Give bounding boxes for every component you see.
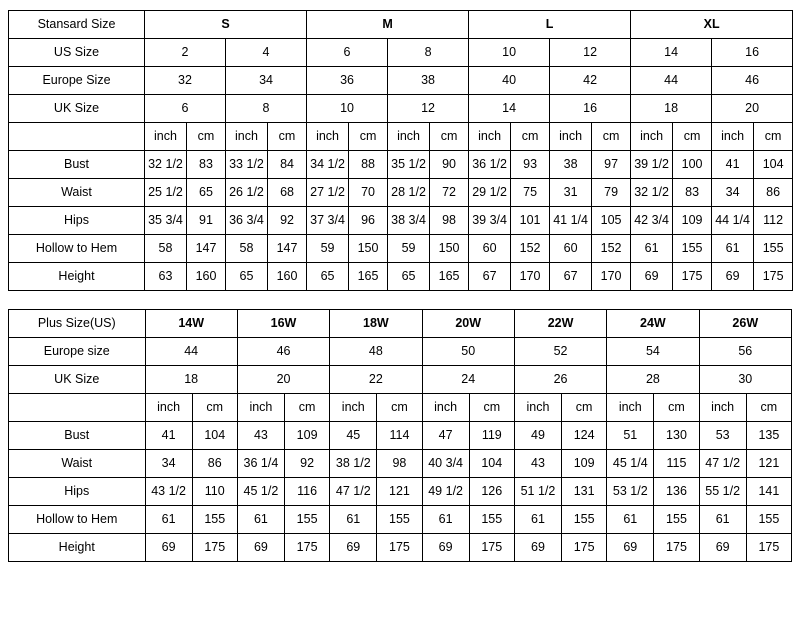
plus-waist-value: 45 1/4: [607, 450, 654, 478]
hollow-to-hem-value: 147: [187, 235, 226, 263]
uk-size-value: 10: [307, 95, 388, 123]
row-label-europe-size: Europe Size: [9, 67, 145, 95]
plus-bust-value: 124: [562, 422, 607, 450]
table-row-plus-waist: [9, 450, 792, 478]
plus-europe-size-value: 46: [237, 338, 329, 366]
plus-bust-value: 130: [654, 422, 699, 450]
hollow-to-hem-value: 60: [550, 235, 592, 263]
plus-height-value: 175: [562, 534, 607, 562]
hollow-to-hem-value: 58: [145, 235, 187, 263]
plus-europe-size-value: 48: [330, 338, 422, 366]
plus-hollow-to-hem-value: 61: [607, 506, 654, 534]
unit-cell: inch: [699, 394, 746, 422]
plus-hips-value: 116: [285, 478, 330, 506]
unit-cell: inch: [631, 123, 673, 151]
plus-hips-value: 45 1/2: [237, 478, 284, 506]
unit-cell: inch: [712, 123, 754, 151]
us-size-value: 14: [631, 39, 712, 67]
us-size-value: 2: [145, 39, 226, 67]
plus-size-24w: 24W: [607, 310, 699, 338]
plus-bust-value: 53: [699, 422, 746, 450]
plus-height-value: 175: [654, 534, 699, 562]
plus-hips-value: 121: [377, 478, 422, 506]
plus-hollow-to-hem-value: 61: [514, 506, 561, 534]
us-size-value: 4: [226, 39, 307, 67]
plus-size-22w: 22W: [514, 310, 606, 338]
size-group-xl: XL: [631, 11, 793, 39]
plus-hips-value: 136: [654, 478, 699, 506]
table-row-bust: [9, 151, 793, 179]
unit-cell: inch: [469, 123, 511, 151]
plus-uk-size-value: 24: [422, 366, 514, 394]
plus-uk-size-value: 30: [699, 366, 791, 394]
hips-value: 44 1/4: [712, 207, 754, 235]
bust-value: 38: [550, 151, 592, 179]
plus-hollow-to-hem-value: 155: [562, 506, 607, 534]
europe-size-value: 32: [145, 67, 226, 95]
us-size-value: 10: [469, 39, 550, 67]
hollow-to-hem-value: 61: [631, 235, 673, 263]
us-size-value: 8: [388, 39, 469, 67]
table-row-height: [9, 263, 793, 291]
plus-waist-value: 40 3/4: [422, 450, 469, 478]
table-row-waist: [9, 179, 793, 207]
row-label-plus-height: Height: [9, 534, 146, 562]
unit-cell: cm: [673, 123, 712, 151]
unit-cell: inch: [226, 123, 268, 151]
waist-value: 34: [712, 179, 754, 207]
plus-hips-value: 55 1/2: [699, 478, 746, 506]
plus-waist-value: 43: [514, 450, 561, 478]
bust-value: 33 1/2: [226, 151, 268, 179]
height-value: 165: [349, 263, 388, 291]
plus-height-value: 69: [607, 534, 654, 562]
hollow-to-hem-value: 58: [226, 235, 268, 263]
europe-size-value: 36: [307, 67, 388, 95]
plus-size-header: Plus Size(US): [9, 310, 146, 338]
waist-value: 86: [754, 179, 793, 207]
bust-value: 93: [511, 151, 550, 179]
europe-size-value: 44: [631, 67, 712, 95]
plus-bust-value: 119: [469, 422, 514, 450]
bust-value: 35 1/2: [388, 151, 430, 179]
unit-cell: cm: [285, 394, 330, 422]
standard-size-header: Stansard Size: [9, 11, 145, 39]
table-row-hollow-to-hem: [9, 235, 793, 263]
plus-waist-value: 109: [562, 450, 607, 478]
unit-cell: cm: [187, 123, 226, 151]
row-label-plus-uk-size: UK Size: [9, 366, 146, 394]
unit-cell: inch: [145, 394, 192, 422]
table-row-plus-sizes: [9, 310, 792, 338]
units-row-empty-label: [9, 123, 145, 151]
plus-europe-size-value: 56: [699, 338, 791, 366]
height-value: 69: [712, 263, 754, 291]
plus-size-14w: 14W: [145, 310, 237, 338]
unit-cell: inch: [307, 123, 349, 151]
plus-bust-value: 41: [145, 422, 192, 450]
hollow-to-hem-value: 155: [673, 235, 712, 263]
plus-hollow-to-hem-value: 61: [330, 506, 377, 534]
hips-value: 35 3/4: [145, 207, 187, 235]
bust-value: 90: [430, 151, 469, 179]
table-row-plus-hollow-to-hem: [9, 506, 792, 534]
unit-cell: inch: [422, 394, 469, 422]
plus-bust-value: 104: [192, 422, 237, 450]
europe-size-value: 34: [226, 67, 307, 95]
bust-value: 41: [712, 151, 754, 179]
plus-hollow-to-hem-value: 155: [654, 506, 699, 534]
height-value: 160: [187, 263, 226, 291]
plus-units-row-empty-label: [9, 394, 146, 422]
plus-size-16w: 16W: [237, 310, 329, 338]
row-label-plus-europe-size: Europe size: [9, 338, 146, 366]
plus-hollow-to-hem-value: 61: [237, 506, 284, 534]
plus-hips-value: 110: [192, 478, 237, 506]
unit-cell: inch: [145, 123, 187, 151]
unit-cell: inch: [550, 123, 592, 151]
unit-cell: inch: [237, 394, 284, 422]
waist-value: 25 1/2: [145, 179, 187, 207]
waist-value: 68: [268, 179, 307, 207]
waist-value: 65: [187, 179, 226, 207]
hips-value: 92: [268, 207, 307, 235]
height-value: 175: [754, 263, 793, 291]
plus-bust-value: 109: [285, 422, 330, 450]
hips-value: 36 3/4: [226, 207, 268, 235]
plus-uk-size-value: 18: [145, 366, 237, 394]
standard-size-table: [8, 10, 793, 291]
plus-bust-value: 135: [746, 422, 791, 450]
row-label-hollow-to-hem: Hollow to Hem: [9, 235, 145, 263]
hips-value: 109: [673, 207, 712, 235]
uk-size-value: 18: [631, 95, 712, 123]
plus-waist-value: 47 1/2: [699, 450, 746, 478]
table-row-plus-europe-size: [9, 338, 792, 366]
unit-cell: cm: [746, 394, 791, 422]
plus-height-value: 69: [330, 534, 377, 562]
bust-value: 32 1/2: [145, 151, 187, 179]
uk-size-value: 20: [712, 95, 793, 123]
plus-waist-value: 121: [746, 450, 791, 478]
uk-size-value: 14: [469, 95, 550, 123]
plus-hollow-to-hem-value: 61: [422, 506, 469, 534]
waist-value: 31: [550, 179, 592, 207]
plus-europe-size-value: 44: [145, 338, 237, 366]
height-value: 65: [307, 263, 349, 291]
row-label-plus-hollow-to-hem: Hollow to Hem: [9, 506, 146, 534]
row-label-us-size: US Size: [9, 39, 145, 67]
waist-value: 27 1/2: [307, 179, 349, 207]
hips-value: 39 3/4: [469, 207, 511, 235]
waist-value: 75: [511, 179, 550, 207]
hips-value: 42 3/4: [631, 207, 673, 235]
unit-cell: cm: [377, 394, 422, 422]
plus-height-value: 69: [145, 534, 192, 562]
plus-hollow-to-hem-value: 155: [469, 506, 514, 534]
height-value: 170: [592, 263, 631, 291]
plus-hips-value: 131: [562, 478, 607, 506]
hollow-to-hem-value: 147: [268, 235, 307, 263]
uk-size-value: 6: [145, 95, 226, 123]
hollow-to-hem-value: 152: [511, 235, 550, 263]
uk-size-value: 8: [226, 95, 307, 123]
waist-value: 28 1/2: [388, 179, 430, 207]
europe-size-value: 46: [712, 67, 793, 95]
row-label-plus-hips: Hips: [9, 478, 146, 506]
plus-waist-value: 38 1/2: [330, 450, 377, 478]
bust-value: 36 1/2: [469, 151, 511, 179]
plus-height-value: 69: [514, 534, 561, 562]
plus-waist-value: 34: [145, 450, 192, 478]
table-spacer: [8, 291, 792, 309]
unit-cell: cm: [592, 123, 631, 151]
plus-height-value: 69: [699, 534, 746, 562]
table-row-size-groups: [9, 11, 793, 39]
hollow-to-hem-value: 59: [388, 235, 430, 263]
height-value: 65: [226, 263, 268, 291]
waist-value: 83: [673, 179, 712, 207]
bust-value: 83: [187, 151, 226, 179]
plus-europe-size-value: 54: [607, 338, 699, 366]
row-label-hips: Hips: [9, 207, 145, 235]
row-label-uk-size: UK Size: [9, 95, 145, 123]
uk-size-value: 16: [550, 95, 631, 123]
height-value: 160: [268, 263, 307, 291]
unit-cell: inch: [330, 394, 377, 422]
unit-cell: inch: [388, 123, 430, 151]
plus-height-value: 175: [285, 534, 330, 562]
us-size-value: 16: [712, 39, 793, 67]
plus-uk-size-value: 28: [607, 366, 699, 394]
unit-cell: cm: [268, 123, 307, 151]
row-label-waist: Waist: [9, 179, 145, 207]
table-row-uk-size: [9, 95, 793, 123]
plus-size-table: [8, 309, 792, 562]
table-row-europe-size: [9, 67, 793, 95]
hips-value: 96: [349, 207, 388, 235]
size-group-m: M: [307, 11, 469, 39]
europe-size-value: 38: [388, 67, 469, 95]
plus-waist-value: 115: [654, 450, 699, 478]
height-value: 175: [673, 263, 712, 291]
unit-cell: cm: [754, 123, 793, 151]
bust-value: 84: [268, 151, 307, 179]
hollow-to-hem-value: 59: [307, 235, 349, 263]
plus-uk-size-value: 26: [514, 366, 606, 394]
plus-bust-value: 45: [330, 422, 377, 450]
size-group-s: S: [145, 11, 307, 39]
plus-waist-value: 98: [377, 450, 422, 478]
height-value: 170: [511, 263, 550, 291]
unit-cell: cm: [349, 123, 388, 151]
hips-value: 101: [511, 207, 550, 235]
table-row-plus-units: [9, 394, 792, 422]
size-group-l: L: [469, 11, 631, 39]
bust-value: 97: [592, 151, 631, 179]
plus-size-26w: 26W: [699, 310, 791, 338]
plus-hips-value: 51 1/2: [514, 478, 561, 506]
plus-uk-size-value: 22: [330, 366, 422, 394]
plus-hollow-to-hem-value: 155: [192, 506, 237, 534]
plus-hips-value: 126: [469, 478, 514, 506]
height-value: 67: [550, 263, 592, 291]
plus-height-value: 175: [377, 534, 422, 562]
plus-hips-value: 43 1/2: [145, 478, 192, 506]
bust-value: 39 1/2: [631, 151, 673, 179]
plus-height-value: 175: [192, 534, 237, 562]
hollow-to-hem-value: 61: [712, 235, 754, 263]
bust-value: 88: [349, 151, 388, 179]
unit-cell: cm: [654, 394, 699, 422]
hips-value: 41 1/4: [550, 207, 592, 235]
plus-waist-value: 92: [285, 450, 330, 478]
plus-hips-value: 49 1/2: [422, 478, 469, 506]
plus-height-value: 69: [237, 534, 284, 562]
unit-cell: cm: [562, 394, 607, 422]
table-row-units: [9, 123, 793, 151]
table-row-hips: [9, 207, 793, 235]
table-row-us-size: [9, 39, 793, 67]
waist-value: 70: [349, 179, 388, 207]
height-value: 165: [430, 263, 469, 291]
hips-value: 38 3/4: [388, 207, 430, 235]
table-row-plus-hips: [9, 478, 792, 506]
plus-hollow-to-hem-value: 61: [699, 506, 746, 534]
plus-hollow-to-hem-value: 61: [145, 506, 192, 534]
plus-waist-value: 104: [469, 450, 514, 478]
plus-size-20w: 20W: [422, 310, 514, 338]
europe-size-value: 42: [550, 67, 631, 95]
plus-uk-size-value: 20: [237, 366, 329, 394]
plus-height-value: 175: [469, 534, 514, 562]
plus-hips-value: 141: [746, 478, 791, 506]
unit-cell: inch: [607, 394, 654, 422]
bust-value: 100: [673, 151, 712, 179]
plus-europe-size-value: 52: [514, 338, 606, 366]
hollow-to-hem-value: 152: [592, 235, 631, 263]
plus-height-value: 175: [746, 534, 791, 562]
plus-waist-value: 36 1/4: [237, 450, 284, 478]
plus-bust-value: 47: [422, 422, 469, 450]
hips-value: 98: [430, 207, 469, 235]
hollow-to-hem-value: 155: [754, 235, 793, 263]
waist-value: 79: [592, 179, 631, 207]
plus-height-value: 69: [422, 534, 469, 562]
plus-europe-size-value: 50: [422, 338, 514, 366]
waist-value: 29 1/2: [469, 179, 511, 207]
us-size-value: 12: [550, 39, 631, 67]
bust-value: 104: [754, 151, 793, 179]
row-label-plus-waist: Waist: [9, 450, 146, 478]
height-value: 63: [145, 263, 187, 291]
unit-cell: inch: [514, 394, 561, 422]
bust-value: 34 1/2: [307, 151, 349, 179]
us-size-value: 6: [307, 39, 388, 67]
unit-cell: cm: [469, 394, 514, 422]
hollow-to-hem-value: 150: [349, 235, 388, 263]
plus-hollow-to-hem-value: 155: [285, 506, 330, 534]
uk-size-value: 12: [388, 95, 469, 123]
height-value: 65: [388, 263, 430, 291]
unit-cell: cm: [511, 123, 550, 151]
row-label-plus-bust: Bust: [9, 422, 146, 450]
hollow-to-hem-value: 150: [430, 235, 469, 263]
hollow-to-hem-value: 60: [469, 235, 511, 263]
table-row-plus-uk-size: [9, 366, 792, 394]
hips-value: 112: [754, 207, 793, 235]
plus-hollow-to-hem-value: 155: [746, 506, 791, 534]
plus-waist-value: 86: [192, 450, 237, 478]
height-value: 69: [631, 263, 673, 291]
plus-hips-value: 47 1/2: [330, 478, 377, 506]
waist-value: 72: [430, 179, 469, 207]
hips-value: 37 3/4: [307, 207, 349, 235]
table-row-plus-height: [9, 534, 792, 562]
plus-bust-value: 43: [237, 422, 284, 450]
height-value: 67: [469, 263, 511, 291]
plus-hips-value: 53 1/2: [607, 478, 654, 506]
table-row-plus-bust: [9, 422, 792, 450]
row-label-bust: Bust: [9, 151, 145, 179]
waist-value: 32 1/2: [631, 179, 673, 207]
plus-bust-value: 51: [607, 422, 654, 450]
hips-value: 91: [187, 207, 226, 235]
unit-cell: cm: [430, 123, 469, 151]
plus-bust-value: 114: [377, 422, 422, 450]
row-label-height: Height: [9, 263, 145, 291]
plus-bust-value: 49: [514, 422, 561, 450]
plus-size-18w: 18W: [330, 310, 422, 338]
plus-hollow-to-hem-value: 155: [377, 506, 422, 534]
waist-value: 26 1/2: [226, 179, 268, 207]
hips-value: 105: [592, 207, 631, 235]
europe-size-value: 40: [469, 67, 550, 95]
unit-cell: cm: [192, 394, 237, 422]
